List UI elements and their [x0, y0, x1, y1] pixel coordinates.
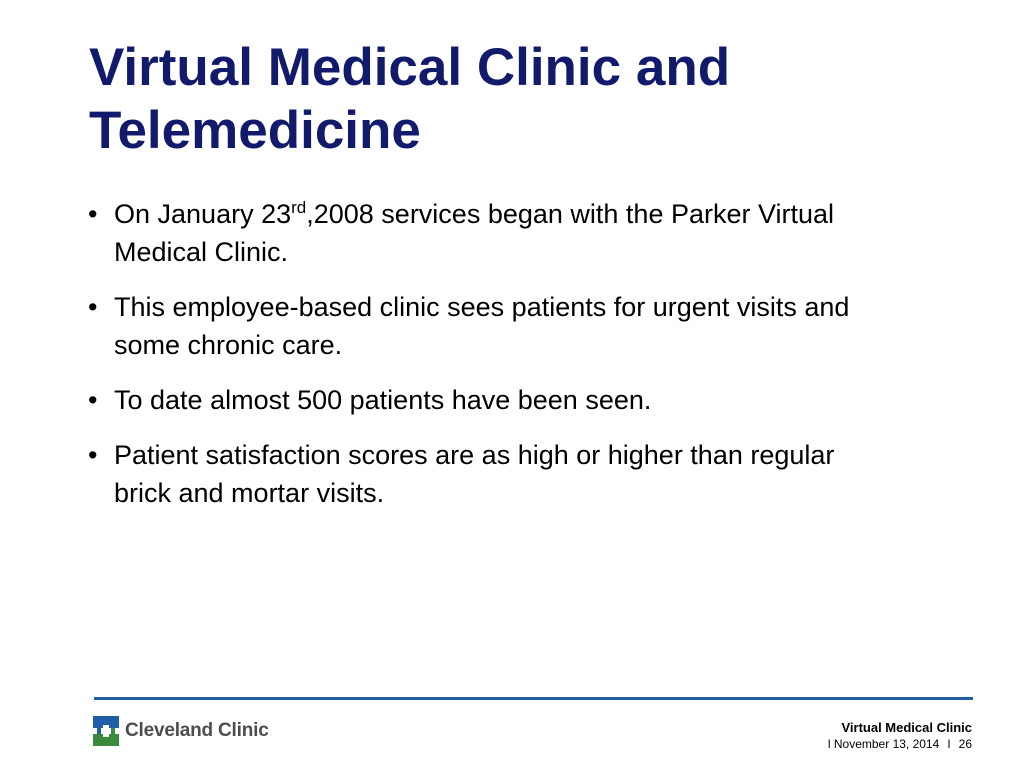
bullet-item: [88, 436, 878, 512]
bullet-text: To date almost 500 patients have been seen.: [114, 385, 652, 415]
footer-info: [828, 719, 972, 753]
bullet-dot: •: [88, 199, 98, 229]
slide-title-line-1: Virtual Medical Clinic and: [89, 38, 731, 97]
bullet-text-end: ,2008 services began with the Parker Virtual Medical Clinic.: [114, 199, 835, 267]
bullet-text-start: On January 23: [114, 199, 292, 229]
bullet-item: [88, 381, 878, 419]
logo-wordmark: Cleveland Clinic: [125, 720, 269, 741]
bullet-text: This employee-based clinic sees patients for urgent visits and some chronic care.: [114, 292, 850, 360]
bullet-item: [88, 288, 878, 364]
slide-title: [89, 36, 949, 162]
cleveland-clinic-logo: [93, 716, 269, 746]
bullet-dot: •: [88, 292, 98, 322]
bullet-dot: •: [88, 440, 98, 470]
footer-page-number: 26: [958, 737, 972, 751]
footer-separator: l: [947, 737, 951, 751]
footer-presentation-title: Virtual Medical Clinic: [841, 720, 972, 735]
footer-date: November 13, 2014: [833, 737, 940, 751]
slide-title-line-2: Telemedicine: [89, 101, 421, 160]
bullet-item: [88, 195, 878, 271]
footer-divider: [94, 697, 973, 700]
bullet-dot: •: [88, 385, 98, 415]
footer-meta: [828, 736, 972, 753]
bullet-text-superscript: rd: [291, 198, 307, 217]
bullet-text: Patient satisfaction scores are as high or higher than regular brick and mortar visits.: [114, 440, 835, 508]
footer-separator: l: [827, 737, 831, 751]
bullet-list: [88, 195, 878, 529]
cleveland-clinic-cross-icon: [93, 716, 119, 746]
